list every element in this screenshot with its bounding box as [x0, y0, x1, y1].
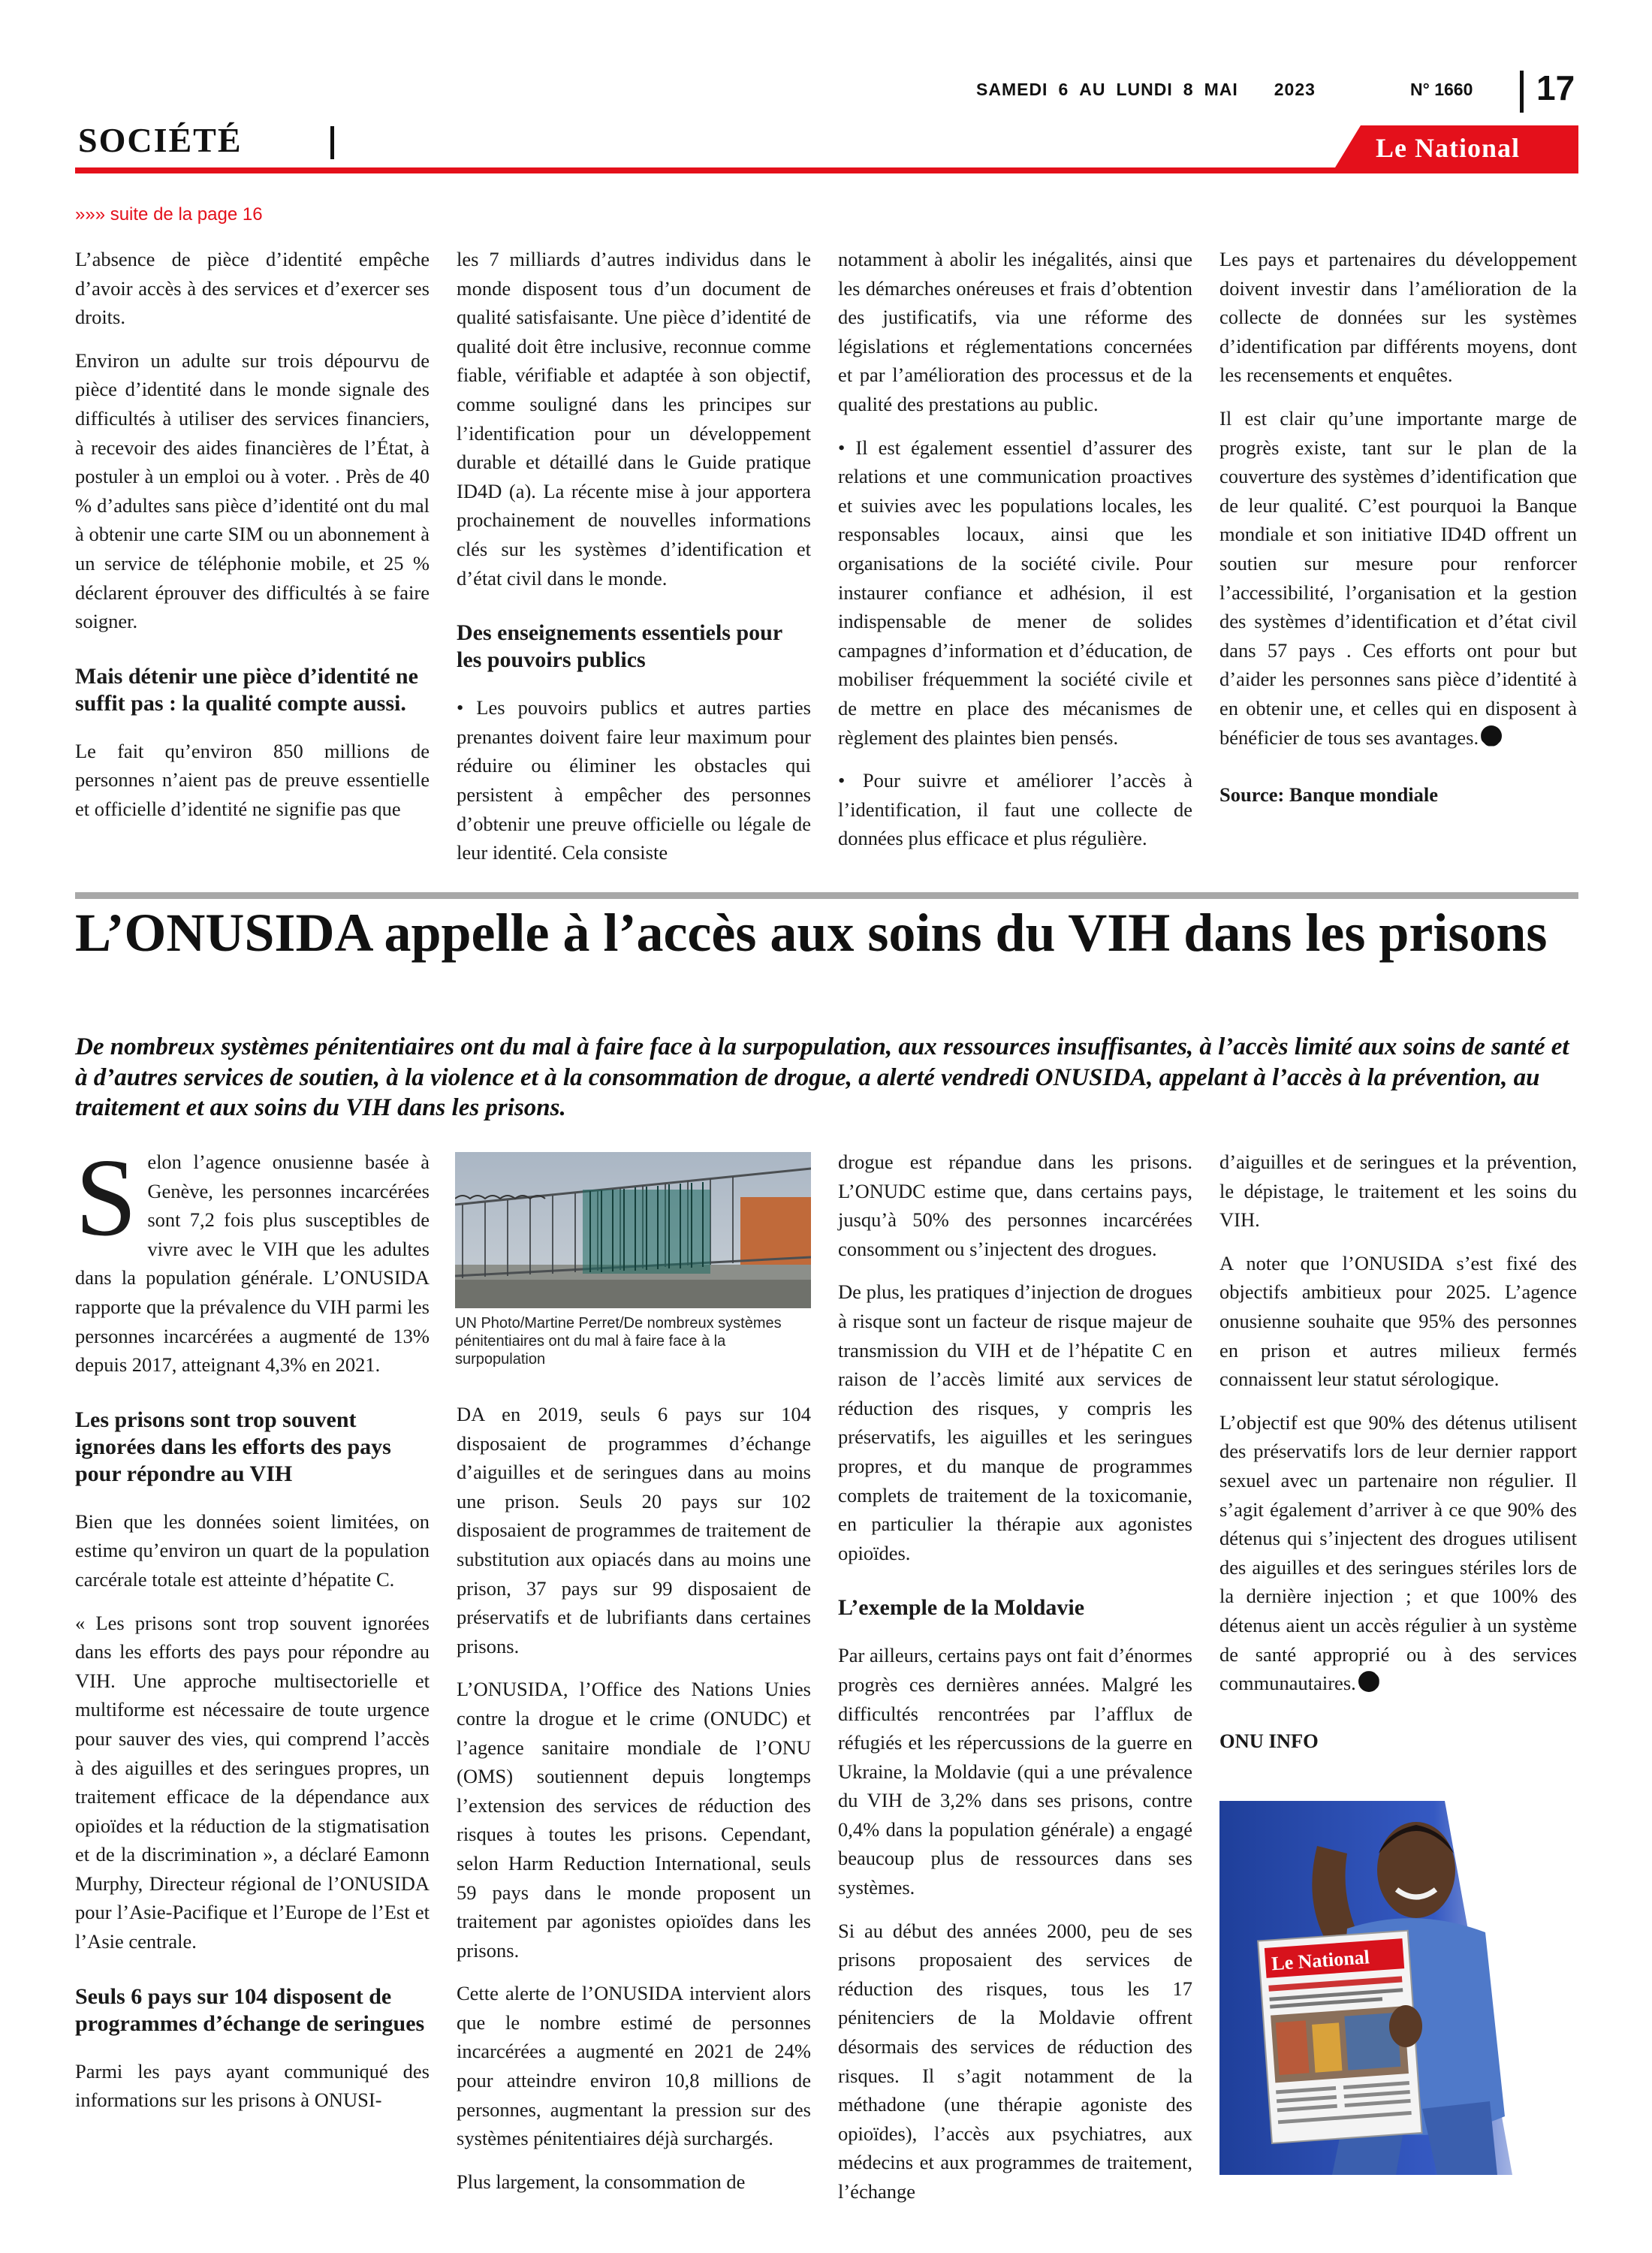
prison-fence-illustration [455, 1152, 811, 1308]
main-article-column-2 [457, 1400, 811, 2210]
article-standfirst: De nombreux systèmes pénitentiaires ont du mal à faire face à la surpopulation, aux ressources insuffisantes, à l’accès limité aux soins de santé et à d’autres services de soutien, à la violence et à la consommation de drogue, a alerté vendredi ONUSIDA, appelant à l’accès à la prévention, au traitement et aux soins du VIH dans les prisons. [75, 1033, 1569, 1121]
section-divider [330, 126, 334, 159]
subheading: Seuls 6 pays sur 104 disposent de programmes d’échange de seringues [75, 1983, 425, 2036]
top-article-column-3 [838, 245, 1192, 867]
paragraph: les 7 milliards d’autres individus dans le monde disposent tous d’un document de qualité satisfaisante. Une pièce d’identité de qualité doit être inclusive, reconnue comme fiable, vérifiable et adaptée à son objectif, comme souligné dans les principes sur l’identification pour un développement durable et détaillé dans le Guide pratique ID4D (a). La récente mise à jour apportera prochainement de nouvelles informations clés sur les systèmes d’identification et d’état civil dans le monde. [457, 248, 811, 590]
issue-number: N° 1660 [1410, 80, 1473, 99]
paragraph: Par ailleurs, certains pays ont fait d’énormes progrès ces dernières années. Malgré les difficultés rencontrées par l’afflux de réfugiés et les répercussions de la guerre en Ukraine, la Moldavie (qui a une prévalence du VIH de 3,2% dans ses prisons, contre 0,4% dans la population générale) a engagé beaucoup plus de ressources dans ses systèmes. [838, 1644, 1192, 1899]
paragraph: • Les pouvoirs publics et autres parties prenantes doivent faire leur maximum pour réduire ou éliminer les obstacles qui persistent à empêcher des personnes d’obtenir une preuve officielle ou légale de leur identité. Cela consiste [457, 696, 811, 864]
article-headline: L’ONUSIDA appelle à l’accès aux soins du VIH dans les prisons [75, 903, 1548, 963]
paragraph: Environ un adulte sur trois dépourvu de pièce d’identité dans le monde signale des difficultés à utiliser des services financiers, à recevoir des aides financières de l’État, à postuler à un emploi ou à voter. . Près de 40 % d’adultes sans pièce d’identité ont du mal à obtenir une carte SIM ou un abonnement à un service de téléphonie mobile, et 25 % déclarent éprouver des difficultés à se faire soigner. [75, 348, 430, 633]
paragraph: • Pour suivre et améliorer l’accès à l’identification, il faut une collecte de données plus efficace et plus régulière. [838, 769, 1192, 850]
subheading: Des enseignements essentiels pour les pouvoirs publics [457, 620, 782, 673]
article-photo [455, 1152, 811, 1308]
article-separator [75, 892, 1578, 899]
page-number-divider [1520, 71, 1524, 113]
paragraph: L’ONUSIDA, l’Office des Nations Unies contre la drogue et le crime (ONUDC) et l’agence sanitaire mondiale de l’ONU (OMS) soutiennent depuis longtemps l’extension des services de réduction des risques à toutes les prisons. Cependant, selon Harm Reduction International, seuls 59 pays dans le monde proposent un traitement par agonistes opioïdes dans les prisons. [457, 1678, 811, 1962]
main-article-column-4 [1219, 1148, 1577, 1769]
photo-caption: UN Photo/Martine Perret/De nombreux systèmes pénitentiaires ont du mal à faire face à la surpopulation [455, 1315, 782, 1368]
article-source: ONU INFO [1219, 1729, 1319, 1752]
drop-cap: S [75, 1136, 137, 1259]
header-rule [75, 167, 1578, 173]
paragraph: Cette alerte de l’ONUSIDA intervient alors que le nombre estimé de personnes incarcérées a augmenté en 2021 de 24% pour atteindre environ 10,8 millions de personnes, augmentant la pression sur des systèmes pénitentiaires déjà surchargés. [457, 1982, 811, 2150]
page-number: 17 [1536, 68, 1575, 107]
top-article-column-2 [457, 245, 811, 882]
paragraph: Le fait qu’environ 850 millions de personnes n’aient pas de preuve essentielle et officielle d’identité ne signifie pas que [75, 739, 430, 820]
main-article-column-1 [75, 1136, 430, 2129]
paragraph: • Il est également essentiel d’assurer des relations et une communication proactives et suivies avec les populations locales, les responsables locaux, ainsi que les organisations de la société civile. Pour instaurer confiance et adhésion, il est indispensable de mener de solides campagnes d’information et d’éducation, de mobiliser fréquemment la société civile et de mettre en place des mécanismes de règlement des plaintes bien pensés. [838, 436, 1192, 749]
paragraph: Si au début des années 2000, peu de ses prisons proposaient des services de réduction des risques, tous les 17 pénitenciers de la Moldavie offrent désormais des services de réduction des risques. Il s’agit notamment de la méthadone (une thérapie agoniste des opioïdes), l’accès aux psychiatres, aux médecins et aux programmes de traitement, l’échange [838, 1919, 1192, 2203]
subheading: L’exemple de la Moldavie [838, 1595, 1085, 1621]
subheading: Les prisons sont trop souvent ignorées dans les efforts des pays pour répondre au VIH [75, 1407, 391, 1486]
end-of-article-mark [1481, 725, 1502, 746]
paragraph: Bien que les données soient limitées, on estime qu’environ un quart de la population carcérale totale est atteinte d’hépatite C. [75, 1510, 430, 1591]
top-article-column-4 [1219, 245, 1577, 824]
article-source: Source: Banque mondiale [1219, 783, 1439, 807]
top-article-column-1 [75, 245, 430, 838]
man-holding-newspaper-illustration [1219, 1801, 1577, 2175]
paragraph: Les pays et partenaires du développement doivent investir dans l’amélioration de la collecte de données sur les systèmes d’identification par différents moyens, dont les recensements et enquêtes. [1219, 248, 1577, 387]
end-of-article-mark [1358, 1671, 1379, 1692]
paragraph: d’aiguilles et de seringues et la prévention, le dépistage, le traitement et les soins du VIH. [1219, 1151, 1577, 1232]
paragraph: Plus largement, la consommation de [457, 2170, 746, 2193]
paragraph: DA en 2019, seuls 6 pays sur 104 disposaient de programmes d’échange d’aiguilles et de seringues dans au moins une prison. Seuls 20 pays sur 102 disposaient de programmes de traitement de substitution aux opiacés dans au moins une prison, 37 pays sur 99 disposaient de préservatifs et de lubrifiants dans certaines prisons. [457, 1403, 811, 1657]
newspaper-brand: Le National [1376, 133, 1521, 163]
promo-newspaper-title: Le National [1271, 1946, 1370, 1975]
issue-date: SAMEDI 6 AU LUNDI 8 MAI 2023 [976, 80, 1316, 99]
section-title: SOCIÉTÉ [78, 121, 243, 159]
paragraph: A noter que l’ONUSIDA s’est fixé des objectifs ambitieux pour 2025. L’agence onusienne souhaite que 95% des personnes en prison et autres milieux fermés connaissent leur statut sérologique. [1219, 1251, 1577, 1391]
paragraph: Parmi les pays ayant communiqué des informations sur les prisons à ONUSI- [75, 2059, 430, 2112]
continued-from-label: »»» suite de la page 16 [75, 204, 263, 225]
subscription-promo-image [1219, 1801, 1577, 2175]
paragraph: notamment à abolir les inégalités, ainsi que les démarches onéreuses et frais d’obtention des justificatifs, via une réforme des législations et réglementations concernées et par l’amélioration des processus et de la qualité des prestations au public. [838, 248, 1192, 415]
paragraph: L’absence de pièce d’identité empêche d’avoir accès à des services et d’exercer ses droits. [75, 248, 430, 329]
paragraph: « Les prisons sont trop souvent ignorées dans les efforts des pays pour répondre au VIH. Une approche multisectorielle et multiforme est nécessaire de toute urgence pour sauver des vies, qui comprend l’accès à des aiguilles et des seringues propres, un traitement efficace de la dépendance aux opioïdes et la réduction de la stigmatisation et de la discrimination », a déclaré Eamonn Murphy, Directeur régional de l’ONUSIDA pour l’Asie-Pacifique et l’Europe de l’Est et l’Asie centrale. [75, 1611, 430, 1953]
subheading: Mais détenir une pièce d’identité ne suffit pas : la qualité compte aussi. [75, 663, 418, 716]
paragraph: Selon l’agence onusienne basée à Genève, les personnes incarcérées sont 7,2 fois plus susceptibles de vivre avec le VIH que les adultes dans la population générale. L’ONUSIDA rapporte que la prévalence du VIH parmi les personnes incarcérées a augmenté de 13% depuis 2017, atteignant 4,3% en 2021. [75, 1136, 430, 1377]
paragraph: De plus, les pratiques d’injection de drogues à risque sont un facteur de risque majeur de transmission du VIH et de l’hépatite C en raison de l’accès limité aux services de réduction des risques, y compris les préservatifs, les aiguilles et les seringues propres, et du manque de programmes complets de traitement de la toxicomanie, en particulier la thérapie aux agonistes opioïdes. [838, 1280, 1192, 1564]
paragraph: Il est clair qu’une importante marge de progrès existe, tant sur le plan de la couverture des systèmes d’identification que de leur qualité. C’est pourquoi la Banque mondiale et son initiative ID4D offrent un soutien sur mesure pour renforcer l’accessibilité, l’organisation et la gestion des systèmes d’identification et d’état civil dans 57 pays . Ces efforts ont pour but d’aider les personnes sans pièce d’identité à en obtenir une, et celles qui en disposent à bénéficier de tous ses avantages. [1219, 406, 1577, 749]
paragraph: L’objectif est que 90% des détenus utilisent des préservatifs lors de leur dernier rapport sexuel avec un partenaire non régulier. Il s’agit également d’arriver à ce que 90% des détenus qui s’injectent des drogues utilisent des aiguilles et des seringues stériles lors de la dernière injection ; et que 100% des détenus aient un accès régulier à un système de santé approprié ou à des services communautaires. [1219, 1410, 1577, 1695]
main-article-column-3 [838, 1148, 1192, 2221]
paragraph: drogue est répandue dans les prisons. L’ONUDC estime que, dans certains pays, jusqu’à 50% des personnes incarcérées consomment ou s’injectent des drogues. [838, 1151, 1192, 1260]
